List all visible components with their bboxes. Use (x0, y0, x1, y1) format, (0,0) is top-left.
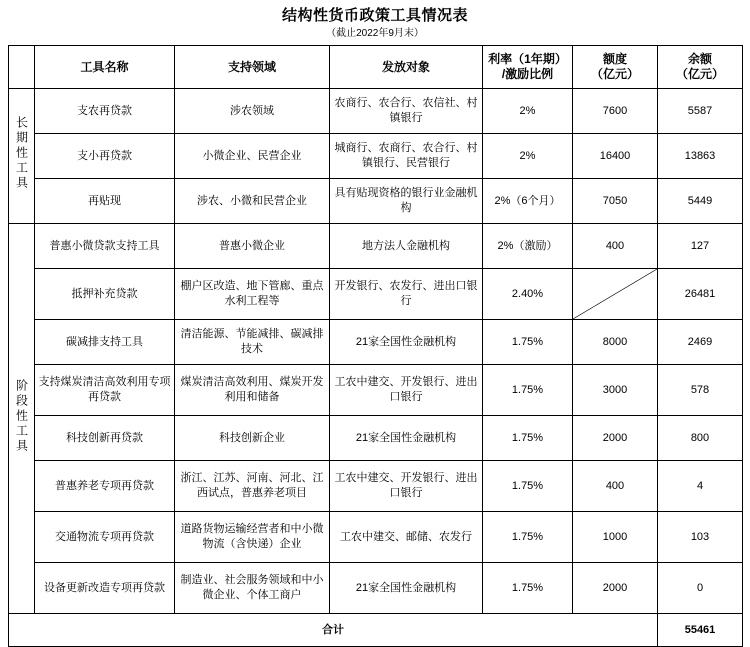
header-quota-line2: （亿元） (590, 67, 639, 81)
cell-support-field: 普惠小微企业 (175, 224, 330, 269)
cell-target: 工农中建交、开发银行、进出口银行 (330, 461, 483, 512)
cell-rate: 2.40% (483, 269, 573, 320)
cell-quota: 7050 (573, 179, 658, 224)
page-title: 结构性货币政策工具情况表 (281, 7, 468, 24)
cell-quota: 8000 (573, 320, 658, 365)
cell-balance: 5587 (658, 89, 743, 134)
header-balance (658, 46, 743, 89)
cell-rate: 1.75% (483, 320, 573, 365)
cell-target: 21家全国性金融机构 (330, 563, 483, 614)
group-label-staged: 阶段性工具 (9, 224, 35, 614)
table-row (9, 461, 743, 512)
cell-rate: 1.75% (483, 512, 573, 563)
total-label: 合计 (9, 614, 658, 647)
cell-target: 城商行、农商行、农合行、村镇银行、民营银行 (330, 134, 483, 179)
cell-rate: 2%（激励） (483, 224, 573, 269)
cell-tool-name: 科技创新再贷款 (35, 416, 175, 461)
cell-target: 农商行、农合行、农信社、村镇银行 (330, 89, 483, 134)
cell-balance: 4 (658, 461, 743, 512)
cell-balance: 127 (658, 224, 743, 269)
page-subtitle: （截止2022年9月末） (326, 28, 424, 39)
header-balance-line1: 余额 (687, 52, 712, 66)
cell-rate: 1.75% (483, 365, 573, 416)
cell-target: 地方法人金融机构 (330, 224, 483, 269)
cell-quota-empty (573, 269, 658, 320)
cell-tool-name: 交通物流专项再贷款 (35, 512, 175, 563)
cell-rate: 2% (483, 134, 573, 179)
cell-target: 工农中建交、开发银行、进出口银行 (330, 365, 483, 416)
cell-tool-name: 再贴现 (35, 179, 175, 224)
header-target: 发放对象 (330, 46, 483, 89)
table-total-row (9, 614, 743, 647)
cell-target: 21家全国性金融机构 (330, 320, 483, 365)
group-label-long-term: 长期性工具 (9, 89, 35, 224)
header-quota (573, 46, 658, 89)
policy-tools-table (8, 45, 743, 647)
header-quota-line1: 额度 (602, 52, 627, 66)
cell-support-field: 小微企业、民营企业 (175, 134, 330, 179)
cell-target: 具有贴现资格的银行业金融机构 (330, 179, 483, 224)
cell-rate: 2% (483, 89, 573, 134)
cell-target: 21家全国性金融机构 (330, 416, 483, 461)
cell-support-field: 制造业、社会服务领域和中小微企业、个体工商户 (175, 563, 330, 614)
cell-tool-name: 普惠养老专项再贷款 (35, 461, 175, 512)
table-row (9, 416, 743, 461)
cell-target: 开发银行、农发行、进出口银行 (330, 269, 483, 320)
cell-rate: 2%（6个月） (483, 179, 573, 224)
header-group (9, 46, 35, 89)
cell-rate: 1.75% (483, 563, 573, 614)
cell-rate: 1.75% (483, 416, 573, 461)
cell-quota: 400 (573, 461, 658, 512)
table-row (9, 365, 743, 416)
cell-rate: 1.75% (483, 461, 573, 512)
cell-support-field: 清洁能源、节能减排、碳减排技术 (175, 320, 330, 365)
cell-balance: 5449 (658, 179, 743, 224)
cell-tool-name: 抵押补充贷款 (35, 269, 175, 320)
table-row (9, 512, 743, 563)
cell-balance: 26481 (658, 269, 743, 320)
table-row (9, 563, 743, 614)
header-tool-name: 工具名称 (35, 46, 175, 89)
cell-support-field: 浙江、江苏、河南、河北、江西试点，普惠养老项目 (175, 461, 330, 512)
table-row (9, 179, 743, 224)
cell-tool-name: 支持煤炭清洁高效利用专项再贷款 (35, 365, 175, 416)
cell-quota: 1000 (573, 512, 658, 563)
cell-balance: 2469 (658, 320, 743, 365)
total-balance: 55461 (658, 614, 743, 647)
cell-quota: 7600 (573, 89, 658, 134)
table-row (9, 89, 743, 134)
cell-target: 工农中建交、邮储、农发行 (330, 512, 483, 563)
cell-balance: 0 (658, 563, 743, 614)
cell-balance: 578 (658, 365, 743, 416)
cell-tool-name: 支农再贷款 (35, 89, 175, 134)
table-row (9, 134, 743, 179)
cell-quota: 400 (573, 224, 658, 269)
header-support-field: 支持领域 (175, 46, 330, 89)
header-rate (483, 46, 573, 89)
cell-support-field: 科技创新企业 (175, 416, 330, 461)
cell-quota: 3000 (573, 365, 658, 416)
cell-support-field: 棚户区改造、地下管廊、重点水利工程等 (175, 269, 330, 320)
cell-balance: 13863 (658, 134, 743, 179)
table-row (9, 224, 743, 269)
header-rate-line2: /激励比例 (501, 67, 554, 81)
cell-support-field: 涉农领域 (175, 89, 330, 134)
cell-tool-name: 支小再贷款 (35, 134, 175, 179)
cell-balance: 800 (658, 416, 743, 461)
table-row (9, 320, 743, 365)
cell-tool-name: 碳减排支持工具 (35, 320, 175, 365)
cell-tool-name: 设备更新改造专项再贷款 (35, 563, 175, 614)
table-header-row (9, 46, 743, 89)
cell-tool-name: 普惠小微贷款支持工具 (35, 224, 175, 269)
header-rate-line1: 利率（1年期） (488, 52, 567, 66)
cell-balance: 103 (658, 512, 743, 563)
cell-support-field: 道路货物运输经营者和中小微物流（含快递）企业 (175, 512, 330, 563)
header-balance-line2: （亿元） (675, 67, 724, 81)
cell-quota: 16400 (573, 134, 658, 179)
cell-quota: 2000 (573, 563, 658, 614)
table-row (9, 269, 743, 320)
cell-support-field: 涉农、小微和民营企业 (175, 179, 330, 224)
cell-support-field: 煤炭清洁高效利用、煤炭开发利用和储备 (175, 365, 330, 416)
cell-quota: 2000 (573, 416, 658, 461)
